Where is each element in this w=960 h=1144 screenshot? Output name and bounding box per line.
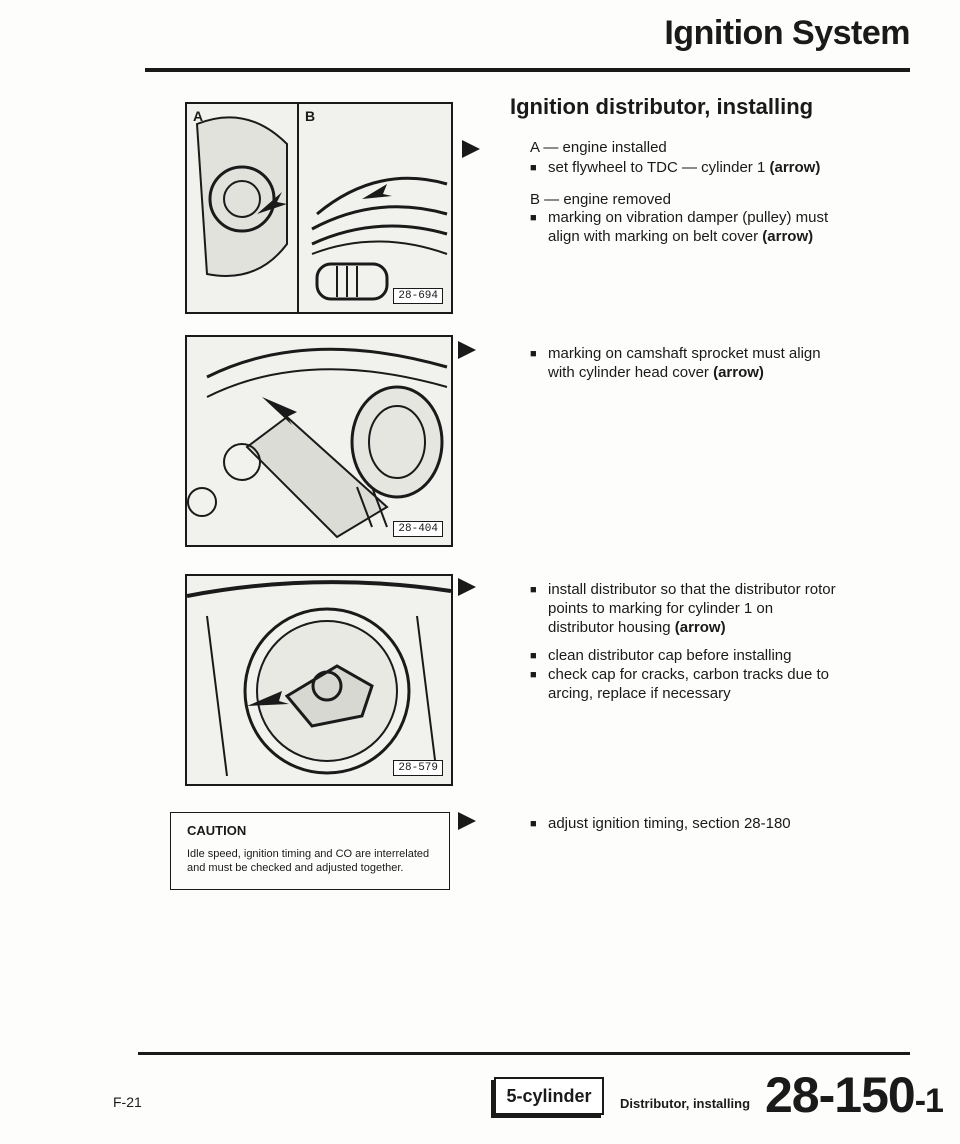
figure-number: 28-404 <box>393 521 443 537</box>
page-number-suffix: -1 <box>914 1082 943 1120</box>
step-bullet <box>530 665 829 703</box>
step-emphasis: (arrow) <box>762 228 814 245</box>
step-text: adjust ignition timing, section 28-180 <box>548 815 791 832</box>
step-emphasis: (arrow) <box>674 619 726 636</box>
figure-number: 28-579 <box>393 760 443 776</box>
footer-rule <box>138 1052 910 1055</box>
page-header-title: Ignition System <box>664 14 910 52</box>
step-text: clean distributor cap before installing <box>548 647 792 664</box>
step-emphasis: (arrow) <box>713 364 764 381</box>
caution-text: Idle speed, ignition timing and CO are interrelated and must be checked and adjusted together. <box>187 848 430 874</box>
step-text: marking on camshaft sprocket must align <box>548 345 821 362</box>
pointer-arrow-icon <box>462 140 480 158</box>
step-bullet <box>530 814 791 833</box>
step-text: arcing, replace if necessary <box>548 685 731 702</box>
step-bullet <box>530 646 791 665</box>
step-bullet <box>530 158 820 177</box>
engine-illustration-camshaft <box>187 337 451 545</box>
step-bullet <box>530 344 821 382</box>
figure-split-divider <box>297 104 299 312</box>
figure-number: 28-694 <box>393 288 443 304</box>
pointer-arrow-icon <box>458 578 476 596</box>
page-number-main: 28-150 <box>765 1067 915 1123</box>
step-engine-installed: A — engine installed <box>530 139 667 156</box>
section-title: Ignition distributor, installing <box>510 94 814 119</box>
step-emphasis: (arrow) <box>769 159 821 176</box>
pointer-arrow-icon <box>458 341 476 359</box>
step-text: with cylinder head cover <box>548 364 709 381</box>
engine-illustration-flywheel <box>187 104 451 312</box>
step-text: check cap for cracks, carbon tracks due to <box>548 666 829 683</box>
step-text: align with marking on belt cover <box>548 228 759 245</box>
step-bullet <box>530 580 836 637</box>
figure-distributor-rotor <box>185 574 453 786</box>
step-text: points to marking for cylinder 1 on <box>548 600 774 617</box>
step-text: install distributor so that the distributor rotor <box>548 581 836 598</box>
footer-caption: Distributor, installing <box>620 1096 751 1111</box>
page-number <box>765 1066 943 1124</box>
pointer-arrow-icon <box>458 812 476 830</box>
step-bullet <box>530 208 828 246</box>
footer-engine-badge: 5-cylinder <box>494 1077 604 1115</box>
step-text: set flywheel to TDC — cylinder 1 <box>548 159 766 176</box>
figure-camshaft-sprocket <box>185 335 453 547</box>
figure-label-b: B <box>305 108 316 124</box>
caution-title: CAUTION <box>187 823 247 838</box>
figure-flywheel-tdc <box>185 102 453 314</box>
header-rule <box>145 68 910 72</box>
engine-illustration-distributor <box>187 576 451 784</box>
figure-label-a: A <box>193 108 204 124</box>
step-engine-removed: B — engine removed <box>530 191 671 208</box>
step-text: distributor housing <box>548 619 671 636</box>
caution-box <box>170 812 450 890</box>
step-text: marking on vibration damper (pulley) must <box>548 209 829 226</box>
footer-page-ref: F-21 <box>113 1094 142 1110</box>
